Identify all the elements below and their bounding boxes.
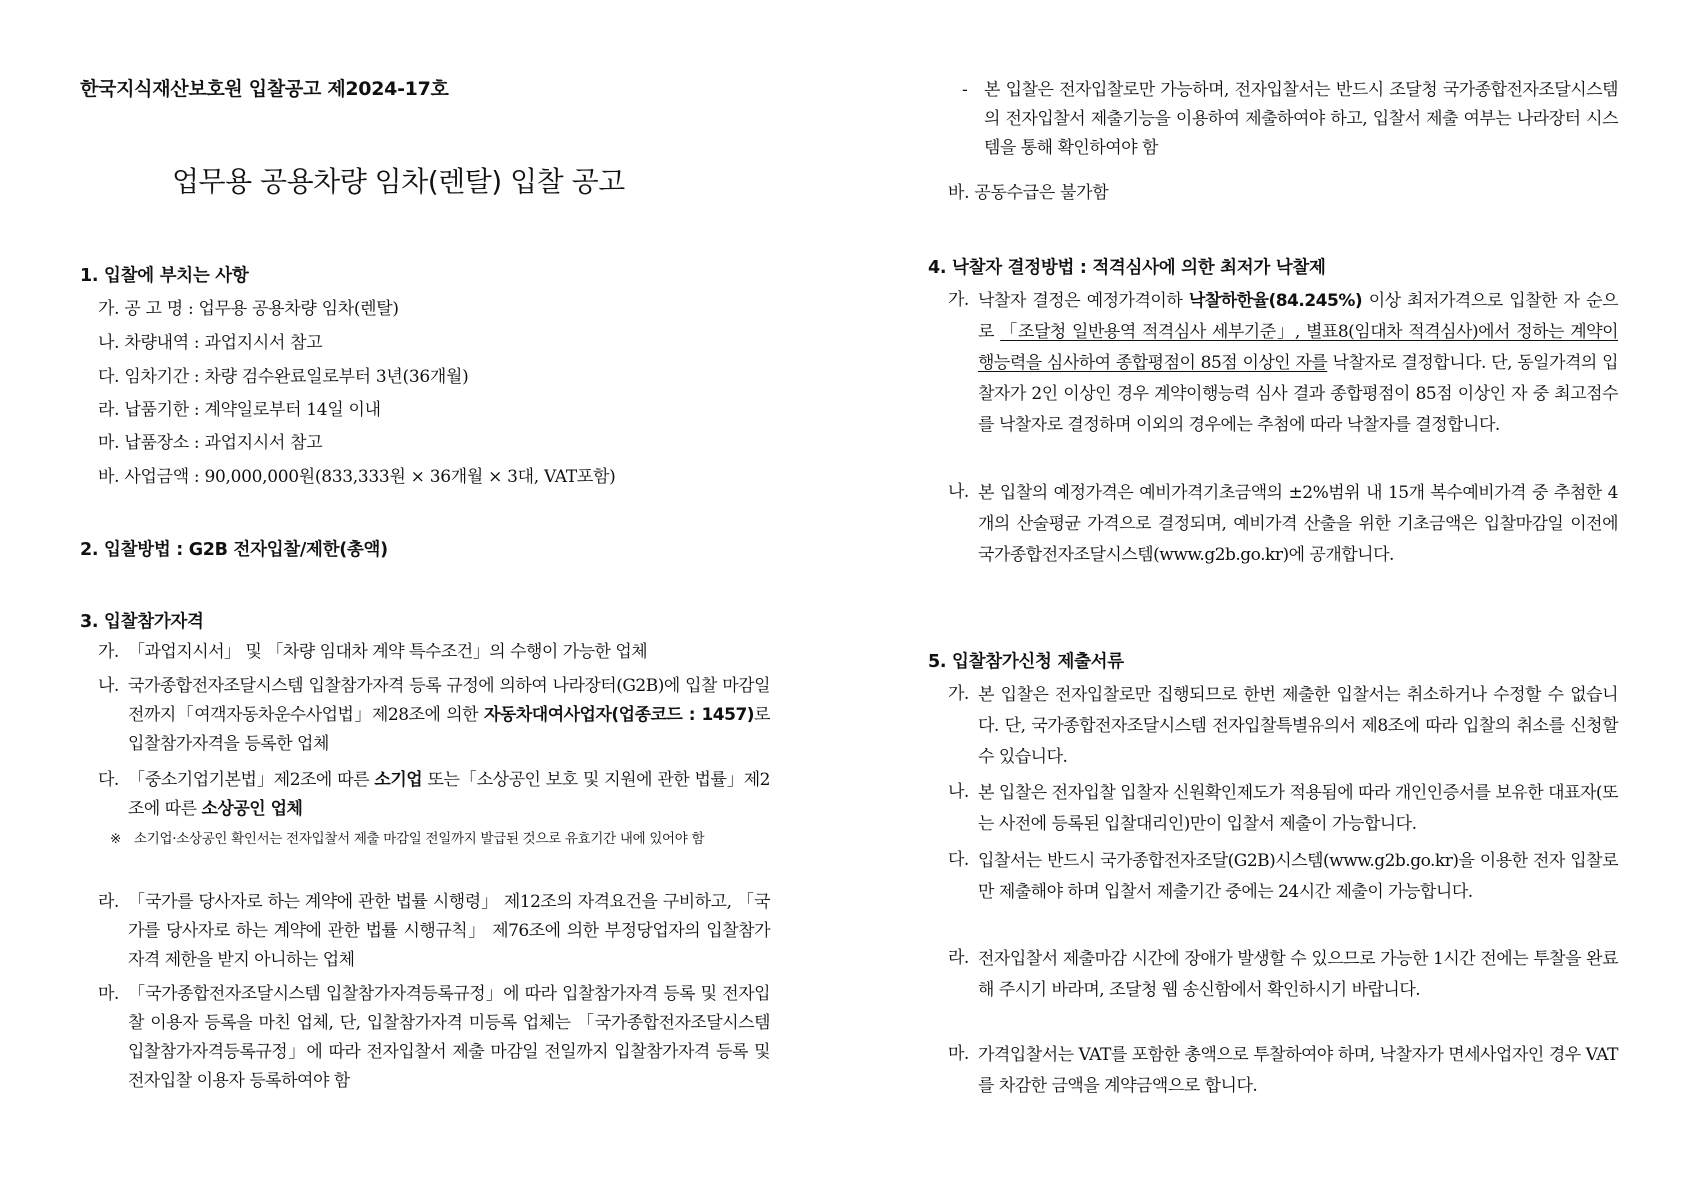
list-item: 바. 사업금액 : 90,000,000원(833,333원 × 36개월 × 3대, VAT포함) (98, 467, 616, 487)
list-item: 마. 가격입찰서는 VAT를 포함한 총액으로 투찰하여야 하며, 낙찰자가 면세사업자인 경우 VAT를 차감한 금액을 계약금액으로 합니다. (948, 1044, 1618, 1096)
list-item: 마. 「국가종합전자조달시스템 입찰참가자격등록규정」에 따라 입찰참가자격 등록 및 전자입찰 이용자 등록을 마친 업체, 단, 입찰참가자격 미등록 업체는 「국가종합전자조달시스템 입찰참가자격등록규정」에 따라 전자입찰서 제출 마감일 전일까지 입찰참가자격 등록 및 전자입찰 이용자 등록하여야 함 (98, 984, 770, 1091)
list-item: 가. 낙찰자 결정은 예정가격이하 낙찰하한율(84.245%) 이상 최저가격으로 입찰한 자 순으로 「조달청 일반용역 적격심사 세부기준」, 별표8(임대차 적격심사)에서 정하는 계약이행능력을 심사하여 종합평점이 85점 이상인 자를 낙찰자로 결정합니다. 단, 동일가격의 입찰자가 2인 이상인 경우 계약이행능력 심사 결과 종합평점이 85점 이상인 자 중 최고점수를 낙찰자로 결정하며 이외의 경우에는 추첨에 따라 낙찰자를 결정합니다. (948, 290, 1619, 435)
section-2-heading: 2. 입찰방법 : G2B 전자입찰/제한(총액) (80, 540, 388, 560)
list-item: 라. 전자입찰서 제출마감 시간에 장애가 발생할 수 있으므로 가능한 1시간 전에는 투찰을 완료해 주시기 바라며, 조달청 웹 송신함에서 확인하시기 바랍니다. (948, 948, 1618, 1000)
list-item: 라. 납품기한 : 계약일로부터 14일 이내 (98, 400, 381, 420)
list-item: 나. 국가종합전자조달시스템 입찰참가자격 등록 규정에 의하여 나라장터(G2B)에 입찰 마감일 전까지「여객자동차운수사업법」제28조에 의한 자동차대여사업자(업종코드 : 1457)로 입찰참가자격을 등록한 업체 (98, 676, 770, 754)
page-title: 업무용 공용차량 임차(렌탈) 입찰 공고 (172, 165, 625, 198)
list-item: 라. 「국가를 당사자로 하는 계약에 관한 법률 시행령」 제12조의 자격요건을 구비하고, 「국가를 당사자로 하는 계약에 관한 법률 시행규칙」 제76조에 의한 부정당업자의 입찰참가자격 제한을 받지 아니하는 업체 (98, 892, 770, 970)
note: ※ 소기업·소상공인 확인서는 전자입찰서 제출 마감일 전일까지 발급된 것으로 유효기간 내에 있어야 함 (110, 831, 705, 847)
list-item: 가. 공 고 명 : 업무용 공용차량 임차(렌탈) (98, 299, 399, 319)
list-item: 다. 임차기간 : 차량 검수완료일로부터 3년(36개월) (98, 367, 469, 387)
list-item: 나. 본 입찰의 예정가격은 예비가격기초금액의 ±2%범위 내 15개 복수예비가격 중 추첨한 4개의 산술평균 가격으로 결정되며, 예비가격 산출을 위한 기초금액은 입찰마감일 이전에 국가종합전자조달시스템(www.g2b.go.kr)에 공개합니다. (948, 482, 1618, 565)
section-5-heading: 5. 입찰참가신청 제출서류 (928, 652, 1124, 672)
list-item: 바. 공동수급은 불가함 (948, 183, 1109, 203)
list-item: 다. 「중소기업기본법」제2조에 따른 소기업 또는「소상공인 보호 및 지원에 관한 법률」제2조에 따른 소상공인 업체 (98, 770, 770, 819)
list-item: 가. 본 입찰은 전자입찰로만 집행되므로 한번 제출한 입찰서는 취소하거나 수정할 수 없습니다. 단, 국가종합전자조달시스템 전자입찰특별유의서 제8조에 따라 입찰의 취소를 신청할 수 있습니다. (948, 684, 1618, 767)
list-item: 나. 차량내역 : 과업지시서 참고 (98, 333, 323, 353)
section-4-heading: 4. 낙찰자 결정방법 : 적격심사에 의한 최저가 낙찰제 (928, 258, 1326, 278)
list-item: - 본 입찰은 전자입찰로만 가능하며, 전자입찰서는 반드시 조달청 국가종합전자조달시스템의 전자입찰서 제출기능을 이용하여 제출하여야 하고, 입찰서 제출 여부는 나라장터 시스템을 통해 확인하여야 함 (962, 80, 1618, 158)
list-item: 가. 「과업지시서」 및 「차량 임대차 계약 특수조건」의 수행이 가능한 업체 (98, 642, 648, 662)
notice-number: 한국지식재산보호원 입찰공고 제2024-17호 (80, 78, 449, 100)
section-3-heading: 3. 입찰참가자격 (80, 612, 204, 632)
list-item: 나. 본 입찰은 전자입찰 입찰자 신원확인제도가 적용됨에 따라 개인인증서를 보유한 대표자(또는 사전에 등록된 입찰대리인)만이 입찰서 제출이 가능합니다. (948, 782, 1618, 834)
list-item: 마. 납품장소 : 과업지시서 참고 (98, 433, 323, 453)
section-1-heading: 1. 입찰에 부치는 사항 (80, 266, 249, 286)
list-item: 다. 입찰서는 반드시 국가종합전자조달(G2B)시스템(www.g2b.go.kr)을 이용한 전자 입찰로만 제출해야 하며 입찰서 제출기간 중에는 24시간 제출이 가능합니다. (948, 850, 1618, 902)
